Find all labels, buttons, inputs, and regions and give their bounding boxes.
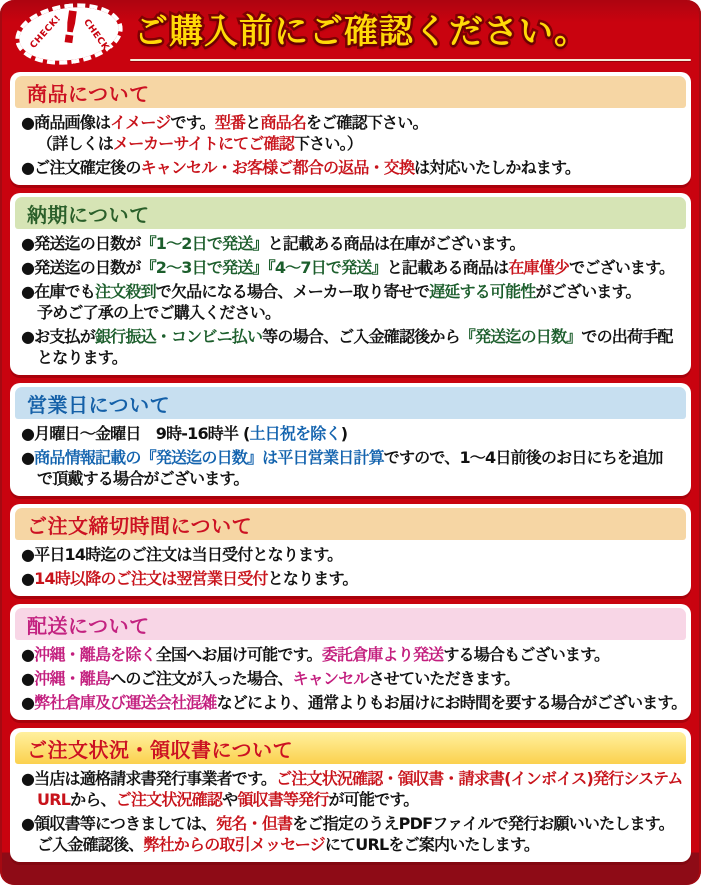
text-run: で頂戴する場合がございます。 [37,469,249,488]
check-stamp-badge [11,0,126,71]
text-line [21,257,679,278]
section-shipping [10,604,691,720]
text-line [21,813,679,834]
text-line [21,544,679,565]
text-run: ●領収書等につきましては、 [21,814,217,833]
text-line [21,157,679,178]
highlight-text: URL [37,790,71,809]
highlight-text: キャンセル [292,669,369,688]
bullet-item [21,768,683,810]
highlight-text: 『2～3日で発送』『4～7日で発送』 [140,258,387,277]
highlight-text: ご注文状況確認・領収書・請求書(インボイス)発行システム [276,769,683,788]
text-run: ご入金確認後、 [37,835,144,854]
text-line [21,423,679,444]
text-line [21,692,687,713]
section-product [10,72,691,185]
highlight-text: 遅延する可能性 [429,282,536,301]
text-line [21,668,679,689]
check-label-top: CHECK! [28,13,64,51]
page-header [10,2,691,64]
text-run: 全国へお届け可能です。 [155,645,322,664]
text-run: をご指定のうえPDFファイルで発行お願いいたします。 [292,814,674,833]
text-run: と [245,113,261,132]
text-line [21,447,679,468]
section-header-bar [15,608,686,640]
text-run: となります。 [267,569,358,588]
bullet-item [21,447,679,489]
text-run: にてURLをご案内いたします。 [324,835,540,854]
section-title: ご注文状況・領収書について [27,737,294,762]
section-title: 納期について [27,202,150,227]
highlight-text: ご注文状況確認 [115,790,223,809]
highlight-text: 委託倉庫より発送 [321,645,444,664]
bullet-item [21,257,679,278]
highlight-text: 商品名 [260,113,307,132]
bullet-item [21,644,679,665]
text-run: は対応いたしかねます。 [414,158,581,177]
text-line [21,568,679,589]
highlight-text: 型番 [214,113,246,132]
section-header-bar [15,387,686,419]
bullet-item [21,568,679,589]
highlight-text: 14時以降のご注文は翌営業日受付 [34,569,268,588]
section-body [15,640,686,714]
text-line [21,233,679,254]
highlight-text: 在庫僅少 [508,258,570,277]
bullet-item [21,233,679,254]
section-title: 配送について [27,613,150,638]
text-run: での出荷手配 [581,327,673,346]
bullet-item [21,112,679,154]
section-body [15,419,686,490]
bullet-item [21,813,679,855]
highlight-text: 沖縄・離島を除く [34,645,156,664]
section-body [15,540,686,590]
section-title: 商品について [27,81,150,106]
text-line [21,112,679,133]
section-order-status-receipt [10,728,691,862]
page-title: ご購入前にご確認ください。 [134,12,589,52]
section-order-deadline [10,504,691,596]
section-business-days [10,383,691,496]
text-run: ●お支払が [21,327,95,346]
text-line [21,281,679,302]
highlight-text: 弊社倉庫及び運送会社混雑 [34,693,217,712]
header-underline [130,59,691,61]
bullet-item [21,281,679,323]
text-line [21,768,683,789]
bullet-item [21,157,679,178]
check-label-bottom: CHECK! [81,17,114,57]
text-run: で欠品になる場合、メーカー取り寄せで [155,282,430,301]
highlight-text: 商品情報記載の『発送迄の日数』は平日営業日計算 [34,448,384,467]
highlight-text: 宛名・但書 [216,814,293,833]
bullet-item [21,423,679,444]
highlight-text: メーカーサイトにてご確認 [113,134,294,153]
text-run: となります。 [37,348,127,367]
highlight-text: 弊社からの取引メッセージ [143,835,325,854]
section-header-bar [15,732,686,764]
text-line [21,789,679,810]
exclamation-icon: ! [56,1,84,55]
bullet-item [21,692,687,713]
highlight-text: 『1～2日で発送』 [140,234,268,253]
text-run: などにより、通常よりもお届けにお時間を要する場合がございます。 [216,693,687,712]
highlight-text: イメージ [110,113,171,132]
text-run: と記載ある商品は [386,258,509,277]
highlight-text: 注文殺到 [94,282,156,301]
text-line [21,133,679,154]
section-title: 営業日について [27,392,171,417]
text-run: ● [21,645,35,664]
text-run: する場合もございます。 [443,645,610,664]
text-run: 等の場合、ご入金確認後から [262,327,460,346]
text-run: をご確認下さい。 [306,113,428,132]
text-run: と記載ある商品は在庫がございます。 [267,234,525,253]
text-run: （詳しくは [37,134,114,153]
highlight-text: 沖縄・離島 [34,669,111,688]
bullet-item [21,326,679,368]
text-run: ● [21,569,35,588]
text-line [21,834,679,855]
highlight-text: 『発送迄の日数』 [459,327,582,346]
section-header-bar [15,197,686,229]
highlight-text: 土日祝を除く [249,424,341,443]
highlight-text: キャンセル・お客様ご都合の返品・交換 [140,158,415,177]
bullet-item [21,668,679,689]
highlight-text: 銀行振込・コンビニ払い [94,327,263,346]
text-run: ) [340,424,348,443]
section-header-bar [15,508,686,540]
section-delivery-time [10,193,691,375]
text-run: ●当店は適格請求書発行事業者です。 [21,769,277,788]
text-run: させていただきます。 [368,669,520,688]
text-run: が可能です。 [328,790,419,809]
text-run: ですので、1～4日前後のお日にちを追加 [383,448,663,467]
text-run: ● [21,669,35,688]
text-run: ●発送迄の日数が [21,258,141,277]
text-run: です。 [170,113,215,132]
section-body [15,764,686,856]
text-line [21,326,679,347]
section-title: ご注文締切時間について [27,513,253,538]
section-header-bar [15,76,686,108]
bullet-item [21,544,679,565]
text-run: や [222,790,238,809]
text-run: ● [21,693,35,712]
text-run: ●商品画像は [21,113,111,132]
text-run: でございます。 [569,258,675,277]
text-run: ●月曜日～金曜日 9時-16時半 ( [21,424,250,443]
text-run: から、 [70,790,116,809]
text-run: 予めご了承の上でご購入ください。 [37,303,281,322]
text-run: 下さい。） [293,134,362,153]
text-line [21,302,679,323]
text-run: へのご注文が入った場合、 [110,669,293,688]
text-run: ●発送迄の日数が [21,234,141,253]
text-run: ●平日14時迄のご注文は当日受付となります。 [21,545,343,564]
text-line [21,644,679,665]
section-body [15,108,686,179]
text-line [21,468,679,489]
text-run: ●在庫でも [21,282,95,301]
text-line [21,347,679,368]
section-body [15,229,686,369]
highlight-text: 領収書等発行 [237,790,329,809]
text-run: ● [21,448,35,467]
text-run: がございます。 [535,282,641,301]
text-run: ●ご注文確定後の [21,158,141,177]
